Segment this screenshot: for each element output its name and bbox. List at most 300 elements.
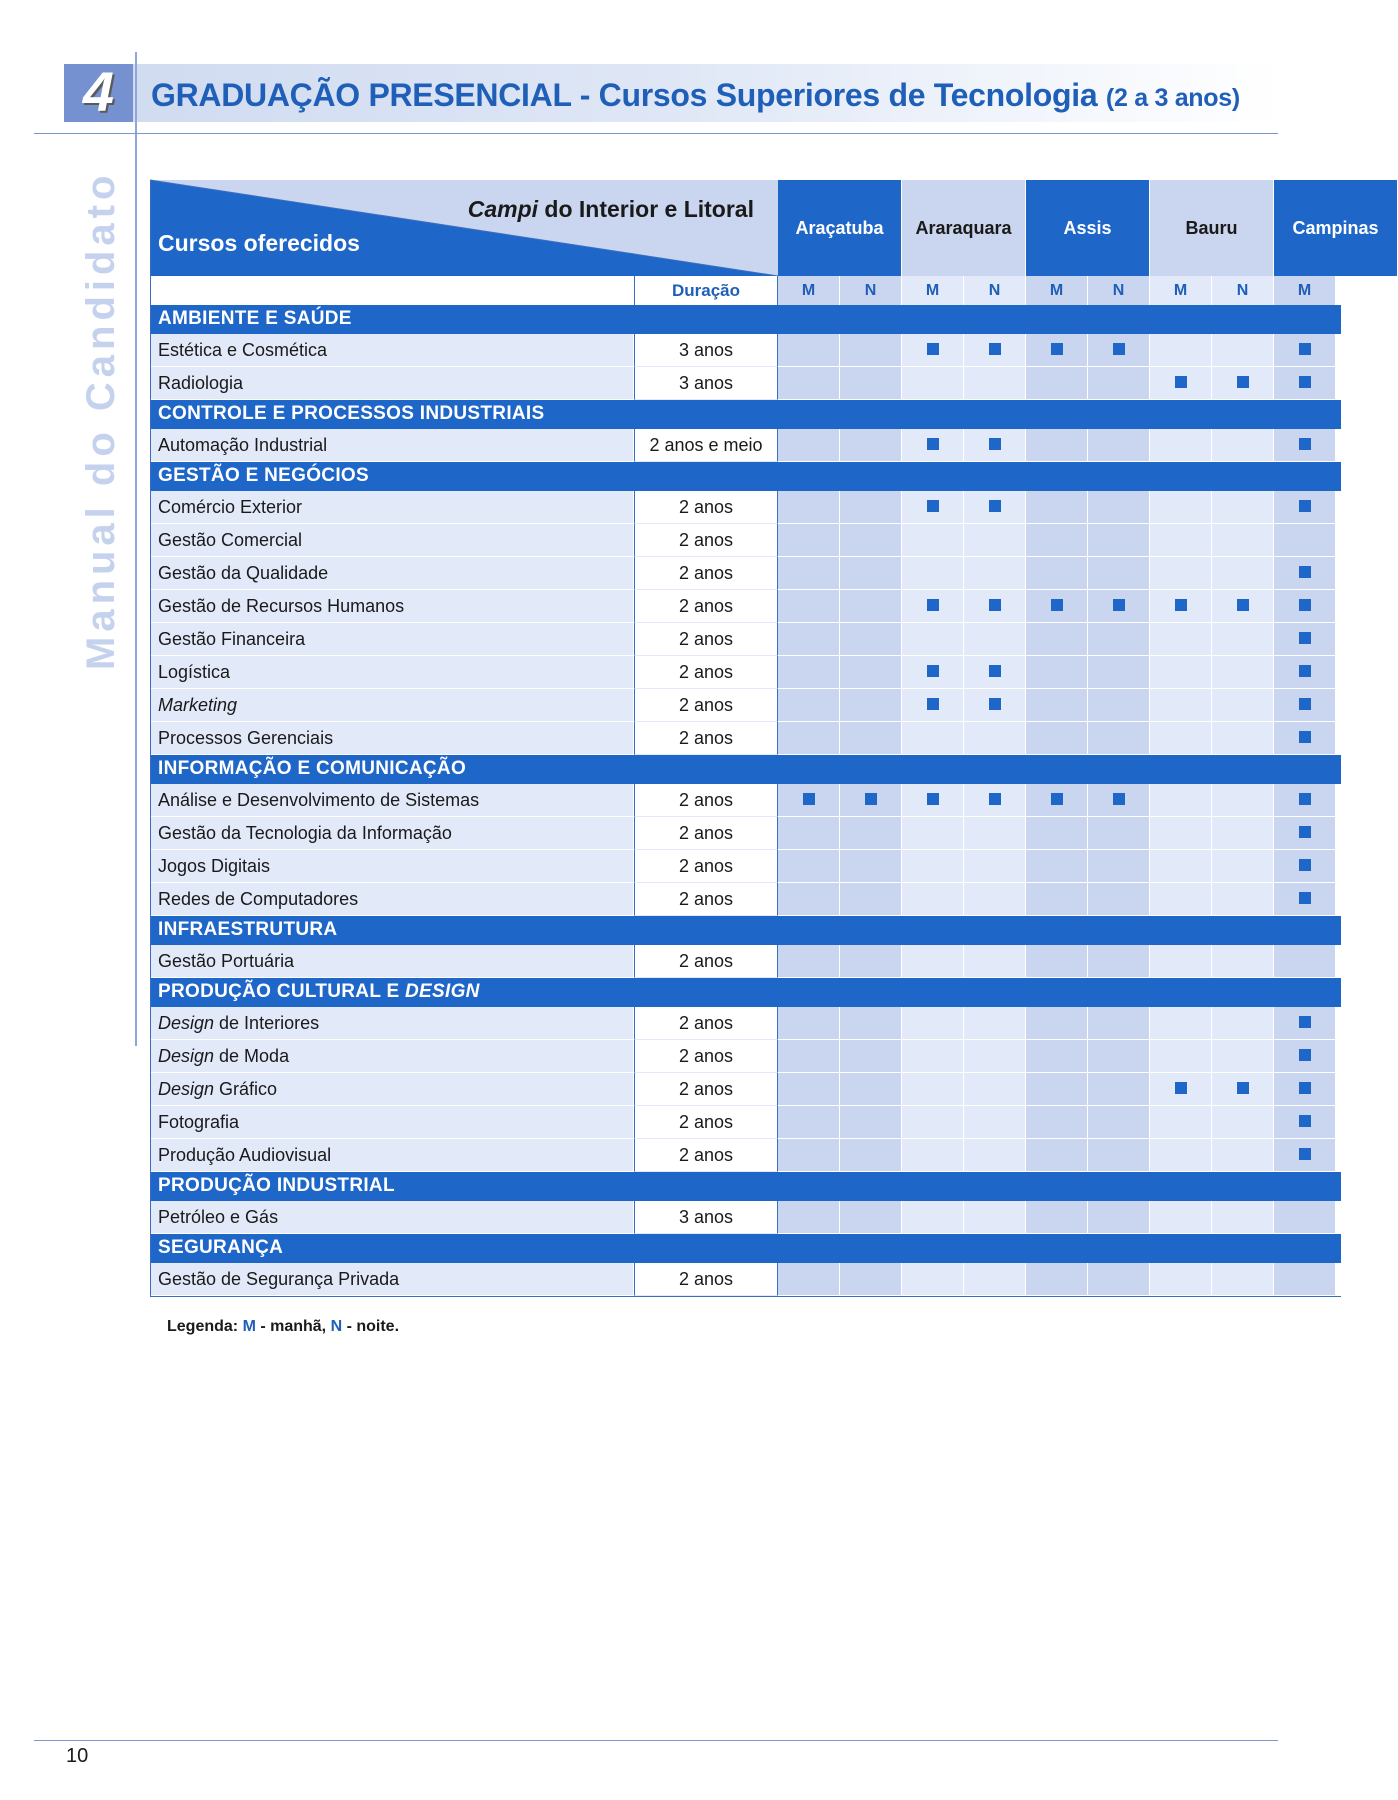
- course-duration: 2 anos: [634, 1040, 778, 1073]
- shift-cell: [1274, 1139, 1336, 1172]
- course-name-italic: Design: [158, 1079, 215, 1099]
- course-row: [150, 1073, 1341, 1106]
- course-row: [150, 883, 1341, 916]
- shift-cell: [1150, 491, 1212, 524]
- shift-cell: [1274, 524, 1336, 557]
- category-label: [158, 305, 352, 333]
- shift-cell: [1088, 656, 1150, 689]
- offered-mark-icon: [803, 793, 815, 805]
- category-row: [150, 916, 1341, 945]
- shift-cell: [1274, 367, 1336, 400]
- shift-cell: [964, 367, 1026, 400]
- shift-cell: [902, 1007, 964, 1040]
- shift-cell: [1274, 656, 1336, 689]
- course-row: [150, 1106, 1341, 1139]
- shift-cell: [1150, 524, 1212, 557]
- shift-cell: [964, 491, 1026, 524]
- shift-cell: [840, 1040, 902, 1073]
- offered-mark-icon: [1113, 599, 1125, 611]
- shift-cell: [1150, 784, 1212, 817]
- offered-mark-icon: [1299, 438, 1311, 450]
- shift-cell: [964, 656, 1026, 689]
- shift-cell: [1274, 1073, 1336, 1106]
- offered-mark-icon: [1299, 1115, 1311, 1127]
- shift-cell: [1026, 1263, 1088, 1296]
- shift-cell: [902, 722, 964, 755]
- course-row: [150, 1201, 1341, 1234]
- category-row: [150, 978, 1341, 1007]
- shift-cell: [1212, 883, 1274, 916]
- course-duration: 2 anos e meio: [634, 429, 778, 462]
- shift-cell: [840, 1139, 902, 1172]
- corner-diagonal: [150, 180, 778, 276]
- shift-cell: [1212, 1201, 1274, 1234]
- offered-mark-icon: [1299, 826, 1311, 838]
- shift-cell: [1026, 850, 1088, 883]
- shift-cell: [1026, 590, 1088, 623]
- shift-cell: [840, 491, 902, 524]
- course-duration: 3 anos: [634, 367, 778, 400]
- shift-cell: [1026, 945, 1088, 978]
- course-name: [150, 1073, 634, 1106]
- shift-header: M: [1274, 276, 1336, 305]
- shift-cell: [778, 1201, 840, 1234]
- offered-mark-icon: [927, 500, 939, 512]
- shift-cell: [840, 689, 902, 722]
- shift-cell: [1150, 722, 1212, 755]
- shift-cell: [1274, 429, 1336, 462]
- shift-header: M: [902, 276, 964, 305]
- shift-cell: [1088, 557, 1150, 590]
- shift-cell: [778, 850, 840, 883]
- category-row: [150, 400, 1341, 429]
- course-name: [150, 1040, 634, 1073]
- shift-cell: [1212, 1007, 1274, 1040]
- shift-cell: [1274, 334, 1336, 367]
- shift-cell: [1026, 1073, 1088, 1106]
- offered-mark-icon: [1299, 1148, 1311, 1160]
- course-name: [150, 689, 634, 722]
- shift-cell: [1088, 689, 1150, 722]
- course-name-italic: Design: [158, 1013, 215, 1033]
- shift-cell: [840, 1073, 902, 1106]
- shift-cell: [964, 1007, 1026, 1040]
- shift-cell: [1274, 557, 1336, 590]
- shift-cell: [1274, 722, 1336, 755]
- course-duration: 2 anos: [634, 1073, 778, 1106]
- shift-cell: [902, 1139, 964, 1172]
- category-text: PRODUÇÃO INDUSTRIAL: [158, 1175, 395, 1196]
- legend-m: M: [242, 1318, 256, 1335]
- offered-mark-icon: [927, 698, 939, 710]
- offered-mark-icon: [1299, 1016, 1311, 1028]
- vertical-rule: [135, 52, 137, 1046]
- offered-mark-icon: [927, 343, 939, 355]
- shift-cell: [1150, 557, 1212, 590]
- course-duration: 2 anos: [634, 524, 778, 557]
- campus-header: Campinas: [1274, 180, 1398, 276]
- shift-cell: [1212, 367, 1274, 400]
- offered-mark-icon: [1299, 793, 1311, 805]
- shift-cell: [1274, 623, 1336, 656]
- shift-cell: [964, 850, 1026, 883]
- shift-cell: [1274, 945, 1336, 978]
- course-duration: 2 anos: [634, 557, 778, 590]
- shift-cell: [778, 524, 840, 557]
- shift-cell: [1274, 1106, 1336, 1139]
- shift-cell: [1150, 1263, 1212, 1296]
- course-name: Petróleo e Gás: [150, 1201, 634, 1234]
- shift-cell: [1088, 850, 1150, 883]
- shift-cell: [1088, 1073, 1150, 1106]
- shift-cell: [1212, 1073, 1274, 1106]
- shift-cell: [902, 689, 964, 722]
- campus-header: Bauru: [1150, 180, 1274, 276]
- course-duration: 2 anos: [634, 1139, 778, 1172]
- shift-cell: [902, 1040, 964, 1073]
- shift-cell: [840, 1263, 902, 1296]
- legend-m-text: - manhã,: [255, 1318, 331, 1335]
- shift-cell: [902, 491, 964, 524]
- shift-cell: [1150, 1106, 1212, 1139]
- offered-mark-icon: [1113, 343, 1125, 355]
- course-row: [150, 491, 1341, 524]
- shift-cell: [840, 850, 902, 883]
- top-rule: [34, 133, 1278, 134]
- shift-cell: [902, 656, 964, 689]
- offered-mark-icon: [1299, 665, 1311, 677]
- category-label: [158, 978, 480, 1006]
- category-row: [150, 462, 1341, 491]
- shift-cell: [1150, 1073, 1212, 1106]
- category-italic-text: DESIGN: [405, 981, 480, 1002]
- course-row: [150, 557, 1341, 590]
- category-row: [150, 305, 1341, 334]
- shift-cell: [1088, 1139, 1150, 1172]
- shift-cell: [1150, 850, 1212, 883]
- shift-cell: [1088, 1106, 1150, 1139]
- shift-cell: [964, 334, 1026, 367]
- legend-n: N: [330, 1318, 343, 1335]
- shift-cell: [1212, 656, 1274, 689]
- course-name: Logística: [150, 656, 634, 689]
- shift-cell: [902, 1201, 964, 1234]
- course-duration: 2 anos: [634, 722, 778, 755]
- course-row: [150, 656, 1341, 689]
- shift-cell: [778, 1139, 840, 1172]
- shift-cell: [1274, 817, 1336, 850]
- offered-mark-icon: [1299, 599, 1311, 611]
- shift-cell: [902, 850, 964, 883]
- shift-cell: [1026, 1139, 1088, 1172]
- course-row: [150, 784, 1341, 817]
- course-duration: 2 anos: [634, 689, 778, 722]
- shift-cell: [778, 334, 840, 367]
- shift-cell: [1274, 1201, 1336, 1234]
- shift-cell: [840, 722, 902, 755]
- offered-mark-icon: [1299, 1082, 1311, 1094]
- course-row: [150, 1139, 1341, 1172]
- course-row: [150, 689, 1341, 722]
- course-duration: 2 anos: [634, 883, 778, 916]
- shift-cell: [1088, 817, 1150, 850]
- shift-cell: [1212, 590, 1274, 623]
- shift-cell: [902, 429, 964, 462]
- shift-cell: [840, 1106, 902, 1139]
- course-name: Produção Audiovisual: [150, 1139, 634, 1172]
- shift-cell: [778, 784, 840, 817]
- shift-cell: [1150, 367, 1212, 400]
- course-name: Jogos Digitais: [150, 850, 634, 883]
- shift-cell: [1026, 1040, 1088, 1073]
- page-number: 10: [66, 1745, 89, 1767]
- shift-cell: [902, 1106, 964, 1139]
- shift-cell: [1150, 1139, 1212, 1172]
- category-row: [150, 1234, 1341, 1263]
- bottom-rule: [34, 1740, 1278, 1741]
- shift-cell: [1088, 334, 1150, 367]
- shift-cell: [1088, 945, 1150, 978]
- shift-cell: [840, 590, 902, 623]
- offered-mark-icon: [927, 665, 939, 677]
- shift-cell: [902, 524, 964, 557]
- shift-cell: [840, 367, 902, 400]
- shift-cell: [1026, 1106, 1088, 1139]
- shift-cell: [840, 656, 902, 689]
- shift-cell: [1212, 1263, 1274, 1296]
- shift-cell: [1026, 656, 1088, 689]
- course-name-rest: Gráfico: [214, 1079, 278, 1099]
- shift-cell: [1026, 883, 1088, 916]
- shift-cell: [1150, 1201, 1212, 1234]
- offered-mark-icon: [1299, 500, 1311, 512]
- shift-cell: [1026, 722, 1088, 755]
- campus-header: Assis: [1026, 180, 1150, 276]
- shift-cell: [778, 557, 840, 590]
- shift-cell: [1026, 334, 1088, 367]
- shift-cell: [1026, 367, 1088, 400]
- course-row: [150, 429, 1341, 462]
- campus-header: Araçatuba: [778, 180, 902, 276]
- category-text: GESTÃO E NEGÓCIOS: [158, 465, 369, 486]
- offered-mark-icon: [1299, 632, 1311, 644]
- table-left-border: [150, 180, 151, 1296]
- shift-header: M: [1150, 276, 1212, 305]
- shift-cell: [1212, 850, 1274, 883]
- shift-cell: [840, 883, 902, 916]
- shift-cell: [1212, 334, 1274, 367]
- course-row: [150, 334, 1341, 367]
- shift-cell: [840, 623, 902, 656]
- shift-cell: [1150, 590, 1212, 623]
- shift-cell: [1026, 817, 1088, 850]
- shift-cell: [1212, 623, 1274, 656]
- offered-mark-icon: [1051, 793, 1063, 805]
- offered-mark-icon: [927, 793, 939, 805]
- shift-cell: [778, 1073, 840, 1106]
- shift-cell: [840, 429, 902, 462]
- shift-cell: [964, 1139, 1026, 1172]
- course-duration: 2 anos: [634, 817, 778, 850]
- shift-cell: [778, 367, 840, 400]
- offered-mark-icon: [1175, 1082, 1187, 1094]
- shift-cell: [964, 945, 1026, 978]
- course-name: Gestão de Segurança Privada: [150, 1263, 634, 1296]
- legend-n-text: - noite.: [342, 1318, 400, 1335]
- course-duration: 2 anos: [634, 623, 778, 656]
- shift-cell: [778, 883, 840, 916]
- offered-mark-icon: [989, 665, 1001, 677]
- shift-cell: [1274, 1263, 1336, 1296]
- category-row: [150, 755, 1341, 784]
- offered-mark-icon: [927, 438, 939, 450]
- shift-cell: [1274, 1007, 1336, 1040]
- offered-mark-icon: [927, 599, 939, 611]
- category-label: [158, 400, 544, 428]
- category-label: [158, 916, 337, 944]
- offered-mark-icon: [1175, 599, 1187, 611]
- offered-mark-icon: [1175, 376, 1187, 388]
- table-corner: [150, 180, 778, 276]
- shift-cell: [964, 1106, 1026, 1139]
- category-text: PRODUÇÃO CULTURAL E: [158, 981, 406, 1002]
- shift-cell: [1026, 429, 1088, 462]
- shift-header: N: [1088, 276, 1150, 305]
- shift-cell: [1274, 491, 1336, 524]
- course-duration: 2 anos: [634, 850, 778, 883]
- shift-cell: [778, 945, 840, 978]
- course-duration: 2 anos: [634, 491, 778, 524]
- shift-cell: [1088, 1263, 1150, 1296]
- shift-cell: [778, 590, 840, 623]
- shift-cell: [1212, 1040, 1274, 1073]
- category-text: SEGURANÇA: [158, 1237, 284, 1258]
- course-name: [150, 1007, 634, 1040]
- shift-cell: [1088, 367, 1150, 400]
- campi-rest: do Interior e Litoral: [538, 196, 754, 222]
- shift-cell: [1150, 817, 1212, 850]
- shift-cell: [1274, 784, 1336, 817]
- shift-cell: [778, 1263, 840, 1296]
- shift-cell: [1088, 491, 1150, 524]
- shift-cell: [1088, 883, 1150, 916]
- shift-cell: [840, 1201, 902, 1234]
- shift-header: M: [778, 276, 840, 305]
- shift-cell: [1212, 722, 1274, 755]
- shift-cell: [778, 656, 840, 689]
- shift-cell: [1274, 1040, 1336, 1073]
- course-duration: 2 anos: [634, 945, 778, 978]
- shift-cell: [1026, 557, 1088, 590]
- offered-mark-icon: [1299, 343, 1311, 355]
- shift-cell: [1150, 656, 1212, 689]
- shift-cell: [840, 1007, 902, 1040]
- category-row: [150, 1172, 1341, 1201]
- shift-cell: [902, 784, 964, 817]
- shift-cell: [1212, 1139, 1274, 1172]
- shift-cell: [778, 491, 840, 524]
- shift-cell: [1150, 883, 1212, 916]
- course-name: Gestão Financeira: [150, 623, 634, 656]
- shift-cell: [964, 429, 1026, 462]
- course-duration: 2 anos: [634, 784, 778, 817]
- shift-cell: [1212, 689, 1274, 722]
- shift-cell: [902, 1073, 964, 1106]
- shift-cell: [840, 817, 902, 850]
- course-row: [150, 623, 1341, 656]
- offered-mark-icon: [989, 793, 1001, 805]
- shift-cell: [778, 1007, 840, 1040]
- course-name: Redes de Computadores: [150, 883, 634, 916]
- course-name: Radiologia: [150, 367, 634, 400]
- offered-mark-icon: [1299, 698, 1311, 710]
- shift-cell: [1212, 429, 1274, 462]
- shift-cell: [1088, 1201, 1150, 1234]
- shift-cell: [902, 367, 964, 400]
- shift-cell: [964, 557, 1026, 590]
- offered-mark-icon: [1299, 1049, 1311, 1061]
- shift-cell: [778, 722, 840, 755]
- shift-cell: [902, 817, 964, 850]
- shift-cell: [1026, 524, 1088, 557]
- shift-cell: [1150, 945, 1212, 978]
- shift-cell: [1150, 1040, 1212, 1073]
- shift-cell: [1150, 334, 1212, 367]
- course-name: Análise e Desenvolvimento de Sistemas: [150, 784, 634, 817]
- course-row: [150, 817, 1341, 850]
- shift-cell: [1212, 1106, 1274, 1139]
- category-label: [158, 755, 466, 783]
- shift-cell: [1212, 557, 1274, 590]
- shift-cell: [902, 334, 964, 367]
- category-text: INFORMAÇÃO E COMUNICAÇÃO: [158, 758, 467, 779]
- shift-cell: [778, 1106, 840, 1139]
- offered-mark-icon: [1299, 731, 1311, 743]
- shift-cell: [1088, 429, 1150, 462]
- shift-cell: [778, 623, 840, 656]
- shift-cell: [778, 429, 840, 462]
- shift-cell: [1150, 429, 1212, 462]
- shift-cell: [1088, 784, 1150, 817]
- shift-cell: [964, 817, 1026, 850]
- legend-prefix: Legenda:: [167, 1318, 243, 1335]
- course-name-rest: de Moda: [214, 1046, 290, 1066]
- course-duration: 2 anos: [634, 1007, 778, 1040]
- shift-cell: [964, 883, 1026, 916]
- course-row: [150, 524, 1341, 557]
- shift-cell: [840, 945, 902, 978]
- shift-cell: [1026, 689, 1088, 722]
- chapter-number: 4: [82, 60, 115, 123]
- shift-cell: [1088, 590, 1150, 623]
- category-label: [158, 1172, 395, 1200]
- course-name-italic: Marketing: [158, 695, 238, 715]
- shift-cell: [1150, 1007, 1212, 1040]
- shift-cell: [1088, 623, 1150, 656]
- course-name: Gestão da Qualidade: [150, 557, 634, 590]
- shift-header: N: [964, 276, 1026, 305]
- shift-cell: [1026, 491, 1088, 524]
- course-row: [150, 590, 1341, 623]
- shift-cell: [964, 1040, 1026, 1073]
- shift-cell: [1088, 1007, 1150, 1040]
- shift-cell: [840, 557, 902, 590]
- title-sub: (2 a 3 anos): [1105, 84, 1240, 112]
- shift-cell: [778, 1040, 840, 1073]
- shift-cell: [1212, 491, 1274, 524]
- shift-cell: [964, 524, 1026, 557]
- shift-cell: [1274, 850, 1336, 883]
